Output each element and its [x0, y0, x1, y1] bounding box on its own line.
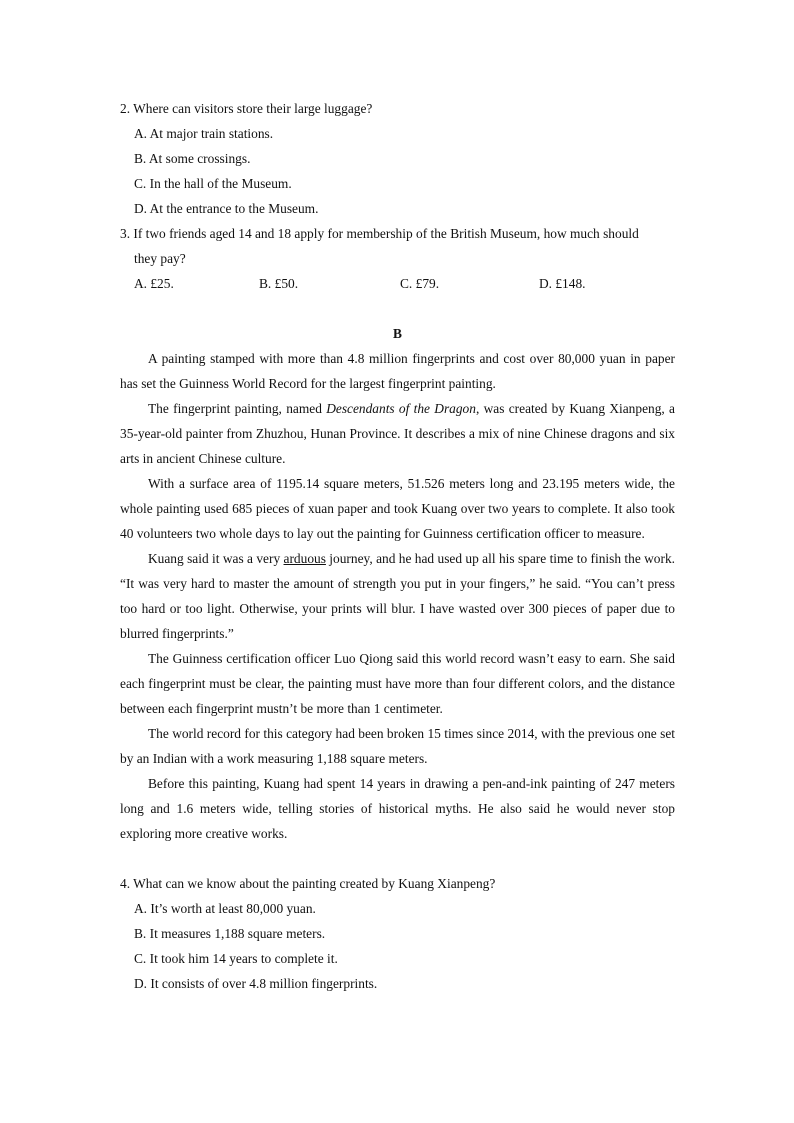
passage-paragraph-2-start: The fingerprint painting, named [148, 401, 327, 416]
question-2-option-a: A. At major train stations. [134, 126, 274, 141]
question-3-stem-line-1: 3. If two friends aged 14 and 18 apply for membership of the British Museum, how much should [120, 226, 639, 241]
passage-paragraph-7: Before this painting, Kuang had spent 14 years in drawing a pen-and-ink painting of 247 meters long and 1.6 meters wide, telling stories of historical myths. He also said he would never stop exploring more creative works. [120, 776, 675, 841]
passage-paragraph-4-end: journey, and he had used up all his spare time to finish the work. “It was very hard to master the amount of strength you put in your fingers,” he said. “You can’t press too hard or too light. Otherwise, your prints will blur. I have wasted over 300 pieces of paper due to blurred fingerprints.” [120, 551, 676, 641]
question-2-option-d: D. At the entrance to the Museum. [134, 201, 319, 216]
question-4-option-b: B. It measures 1,188 square meters. [134, 926, 326, 941]
question-2-option-b: B. At some crossings. [134, 151, 251, 166]
question-2-stem: 2. Where can visitors store their large luggage? [120, 101, 373, 116]
question-3-option-d: D. £148. [539, 276, 586, 291]
passage-paragraph-2-end: , was created by Kuang Xianpeng, a 35-year-old painter from Zhuzhou, Hunan Province. It describes a mix of nine Chinese dragons and six arts in ancient Chinese culture. [120, 401, 675, 466]
question-3-option-a: A. £25. [134, 276, 174, 291]
question-4-stem: 4. What can we know about the painting created by Kuang Xianpeng? [120, 876, 496, 891]
question-3-stem-line-2: they pay? [134, 251, 186, 266]
question-3-option-b: B. £50. [259, 276, 299, 291]
passage-paragraph-4-start: Kuang said it was a very [148, 551, 284, 566]
painting-title: Descendants of the Dragon [326, 401, 476, 416]
spacer [120, 846, 675, 871]
question-4-option-c: C. It took him 14 years to complete it. [134, 951, 338, 966]
passage-paragraph-5: The Guinness certification officer Luo Qiong said this world record wasn’t easy to earn. She said each fingerprint must be clear, the painting must have more than four different colors, and the distance between each fingerprint mustn’t be more than 1 centimeter. [120, 651, 675, 716]
section-b-heading: B [393, 326, 402, 341]
passage-paragraph-2 [120, 396, 675, 471]
underlined-word: arduous [283, 551, 326, 566]
document-page [120, 96, 675, 996]
question-2-option-c: C. In the hall of the Museum. [134, 176, 292, 191]
question-3-options [120, 271, 675, 296]
passage-paragraph-4 [120, 546, 675, 646]
passage-paragraph-6: The world record for this category had been broken 15 times since 2014, with the previous one set by an Indian with a work measuring 1,188 square meters. [120, 726, 675, 766]
question-4-option-a: A. It’s worth at least 80,000 yuan. [134, 901, 316, 916]
passage-paragraph-1: A painting stamped with more than 4.8 million fingerprints and cost over 80,000 yuan in paper has set the Guinness World Record for the largest fingerprint painting. [120, 351, 675, 391]
question-3-option-c: C. £79. [400, 276, 440, 291]
passage-paragraph-3: With a surface area of 1195.14 square meters, 51.526 meters long and 23.195 meters wide, the whole painting used 685 pieces of xuan paper and took Kuang over two years to complete. It also took 40 volunteers two whole days to lay out the painting for Guinness certification officer to measure. [120, 476, 675, 541]
question-4-option-d: D. It consists of over 4.8 million fingerprints. [134, 976, 378, 991]
